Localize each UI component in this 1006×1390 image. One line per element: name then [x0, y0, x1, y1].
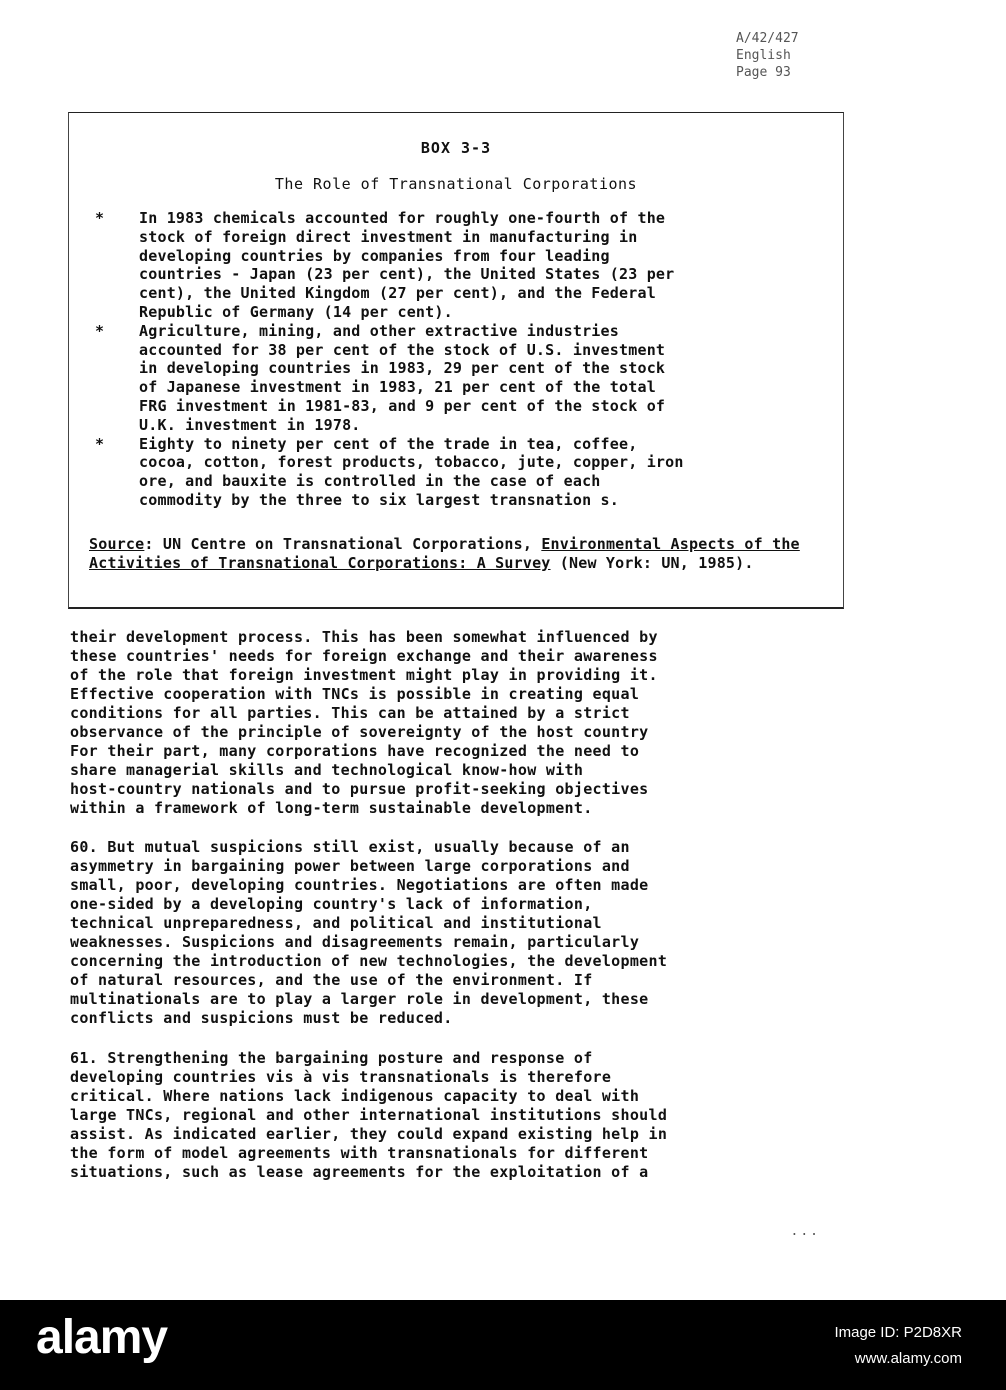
box-source: [89, 535, 829, 573]
bullet-mark: *: [95, 209, 105, 227]
box-bullet-list: [69, 209, 843, 510]
bullet-item: [69, 322, 843, 435]
bullet-text: Agriculture, mining, and other extractive industries accounted for 38 per cent of the stock of U.S. investment in developing countries in 1983, 29 per cent of the stock of Japanese investment in 1983, 21 per cent of the total FRG investment in 1981-83, and 9 per cent of the stock of U.K. investment in 1978.: [139, 321, 666, 434]
page-header: [736, 30, 856, 81]
bullet-text: In 1983 chemicals accounted for roughly one-fourth of the stock of foreign direct investment in manufacturing in developing countries by companies from four leading countries - Japan (23 per cent), the United States (23 per cent), the United Kingdom (27 per cent), and the Federal Republic of Germany (14 per cent).: [139, 209, 675, 321]
alamy-logo: alamy: [36, 1311, 168, 1364]
paragraph-continued: their development process. This has been somewhat influenced by these countries' needs for foreign exchange and their awareness of the role that foreign investment might play in providing it. Effective cooperation with TNCs is possible in creating equal conditions for all parties. This can be attained by a strict observance of the principle of sovereignty of the host country For their part, many corporations have recognized the need to share managerial skills and technological know-how with host-country nationals and to pursue profit-seeking objectives within a framework of long-term sustainable development.: [70, 628, 658, 817]
document-language: English: [736, 48, 791, 63]
box-label: BOX 3-3: [420, 139, 492, 157]
document-symbol: A/42/427: [736, 31, 799, 46]
box-title: The Role of Transnational Corporations: [274, 175, 638, 193]
paragraph-61: 61. Strengthening the bargaining posture and response of developing countries vis à vis transnationals is therefore critical. Where nations lack indigenous capacity to deal with large TNCs, regional and other international institutions should assist. As indicated earlier, they could expand existing help in the form of model agreements with transnationals for different situations, such as lease agreements for the exploitation of a: [70, 1049, 668, 1181]
bullet-item: [69, 209, 843, 322]
paragraph-60: 60. But mutual suspicions still exist, usually because of an asymmetry in bargaining power between large corporations and small, poor, developing countries. Negotiations are often made one-sided by a developing country's lack of information, technical unpreparedness, and political and institutional weaknesses. Suspicions and disagreements remain, particularly concerning the introduction of new technologies, the development of natural resources, and the use of the environment. If multinationals are to play a larger role in development, these conflicts and suspicions must be reduced.: [70, 838, 668, 1027]
continuation-marker: ...: [790, 1224, 820, 1239]
box-3-3: [68, 112, 844, 609]
bullet-item: [69, 435, 843, 510]
source-tail: (New York: UN, 1985).: [550, 553, 754, 572]
bullet-mark: *: [95, 434, 105, 453]
bullet-text: Eighty to ninety per cent of the trade in tea, coffee, cocoa, cotton, forest products, tobacco, jute, copper, iron ore, and bauxite is controlled in the case of each commodity by the three to six largest transnation s.: [139, 434, 684, 509]
image-id: Image ID: P2D8XR: [834, 1324, 962, 1341]
source-label: Source: [89, 535, 145, 553]
bullet-mark: *: [95, 321, 105, 340]
source-text: : UN Centre on Transnational Corporations,: [144, 535, 542, 553]
source-title: Environmental Aspects of the Activities of Transnational Corporations: A Survey: [89, 535, 800, 572]
page-number: Page 93: [736, 65, 791, 80]
watermark-url: www.alamy.com: [854, 1350, 962, 1367]
